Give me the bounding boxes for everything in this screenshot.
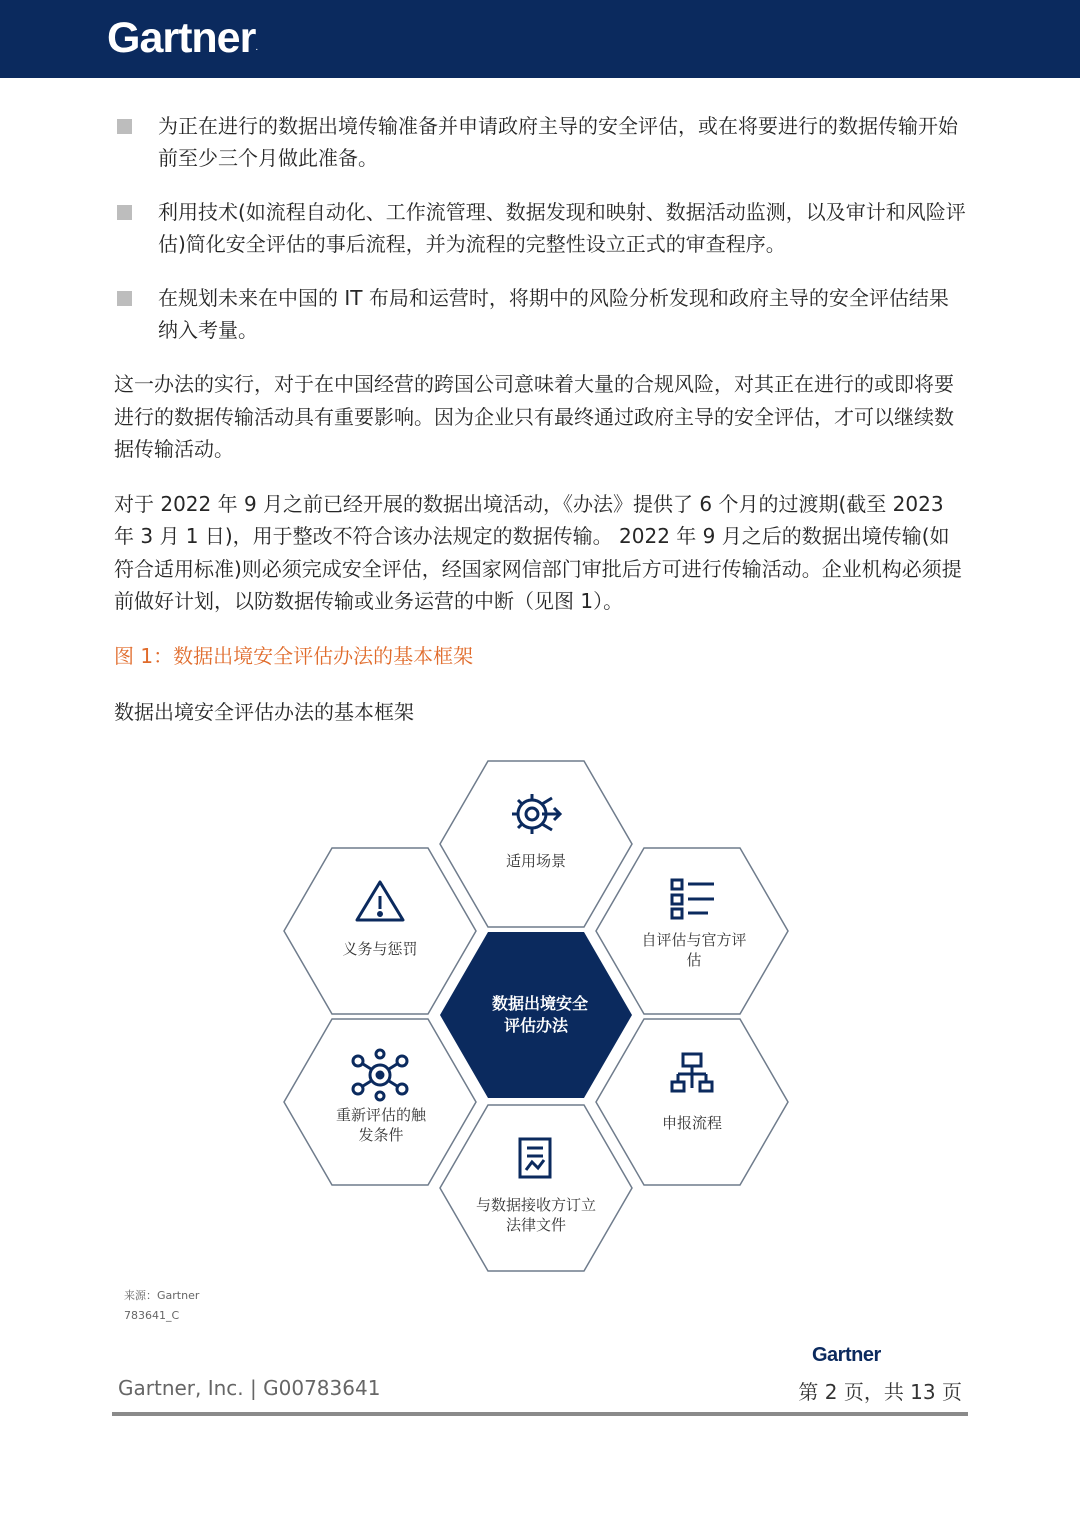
bullet-text: 在规划未来在中国的 IT 布局和运营时，将期中的风险分析发现和政府主导的安全评估结果纳入考量。	[158, 286, 949, 342]
figure-id: 783641_C	[124, 1309, 180, 1322]
hex-upper-right-label-1: 自评估与官方评	[641, 931, 747, 949]
hex-bottom	[440, 1105, 632, 1271]
hexagon-diagram	[270, 748, 810, 1288]
page-content	[114, 110, 968, 728]
paragraph: 这一办法的实行，对于在中国经营的跨国公司意味着大量的合规风险，对其正在进行的或即将要进行的数据传输活动具有重要影响。因为企业只有最终通过政府主导的安全评估，才可以继续数据传输活动。	[114, 372, 954, 461]
figure-title: 图 1：数据出境安全评估办法的基本框架	[114, 643, 474, 668]
footer-page-number: 第 2 页，共 13 页	[798, 1380, 962, 1404]
paragraph: 对于 2022 年 9 月之前已经开展的数据出境活动，《办法》提供了 6 个月的过渡期(截至 2023 年 3 月 1 日)，用于整改不符合该办法规定的数据传输。 2022 年 9 月之后的数据出境传输(如符合适用标准)则必须完成安全评估，经国家网信部门审批后方可进行传输活动。企业机构必须提前做好计划，以防数据传输或业务运营的中断（见图 1）。	[114, 491, 962, 613]
source-line: 来源：Gartner	[124, 1289, 200, 1302]
hexagon-diagram-svg	[270, 748, 810, 1288]
center-label-line2: 评估办法	[503, 1016, 569, 1035]
footer-doc-id: Gartner, Inc. | G00783641	[118, 1376, 381, 1400]
hex-upper-right-label-2: 估	[686, 951, 702, 969]
bullet-square-icon	[117, 205, 132, 220]
bullet-square-icon	[117, 291, 132, 306]
hex-top-label: 适用场景	[505, 852, 567, 870]
hex-bottom-label-2: 法律文件	[505, 1216, 567, 1234]
bullet-text: 利用技术(如流程自动化、工作流管理、数据发现和映射、数据活动监测，以及审计和风险评估)简化安全评估的事后流程，并为流程的完整性设立正式的审查程序。	[158, 200, 966, 256]
hex-lower-right	[596, 1019, 788, 1185]
bullet-text: 为正在进行的数据出境传输准备并申请政府主导的安全评估，或在将要进行的数据传输开始前至少三个月做此准备。	[158, 114, 958, 170]
footer-divider	[112, 1412, 968, 1416]
footer-logo: Gartner	[812, 1344, 881, 1366]
figure-subtitle: 数据出境安全评估办法的基本框架	[114, 699, 414, 724]
bullet-item	[114, 110, 968, 174]
bullet-square-icon	[117, 119, 132, 134]
hex-lower-left	[284, 1019, 476, 1185]
gartner-logo	[107, 14, 257, 63]
bullet-item	[114, 282, 968, 346]
logo-text: Gartner	[107, 14, 256, 62]
center-label-line1: 数据出境安全	[491, 994, 589, 1013]
bullet-item	[114, 196, 968, 260]
hex-lower-right-label: 申报流程	[661, 1114, 723, 1132]
hex-bottom-label-1: 与数据接收方订立	[475, 1196, 597, 1214]
hex-upper-left-label: 义务与惩罚	[342, 940, 418, 958]
figure-source	[124, 1286, 199, 1326]
hex-upper-left	[284, 848, 476, 1014]
hex-top	[440, 761, 632, 927]
logo-mark: .	[255, 42, 258, 53]
hex-center	[440, 932, 632, 1098]
hex-lower-left-label-1: 重新评估的触	[335, 1106, 427, 1124]
hex-lower-left-label-2: 发条件	[358, 1126, 404, 1144]
header-bar	[0, 0, 1080, 78]
